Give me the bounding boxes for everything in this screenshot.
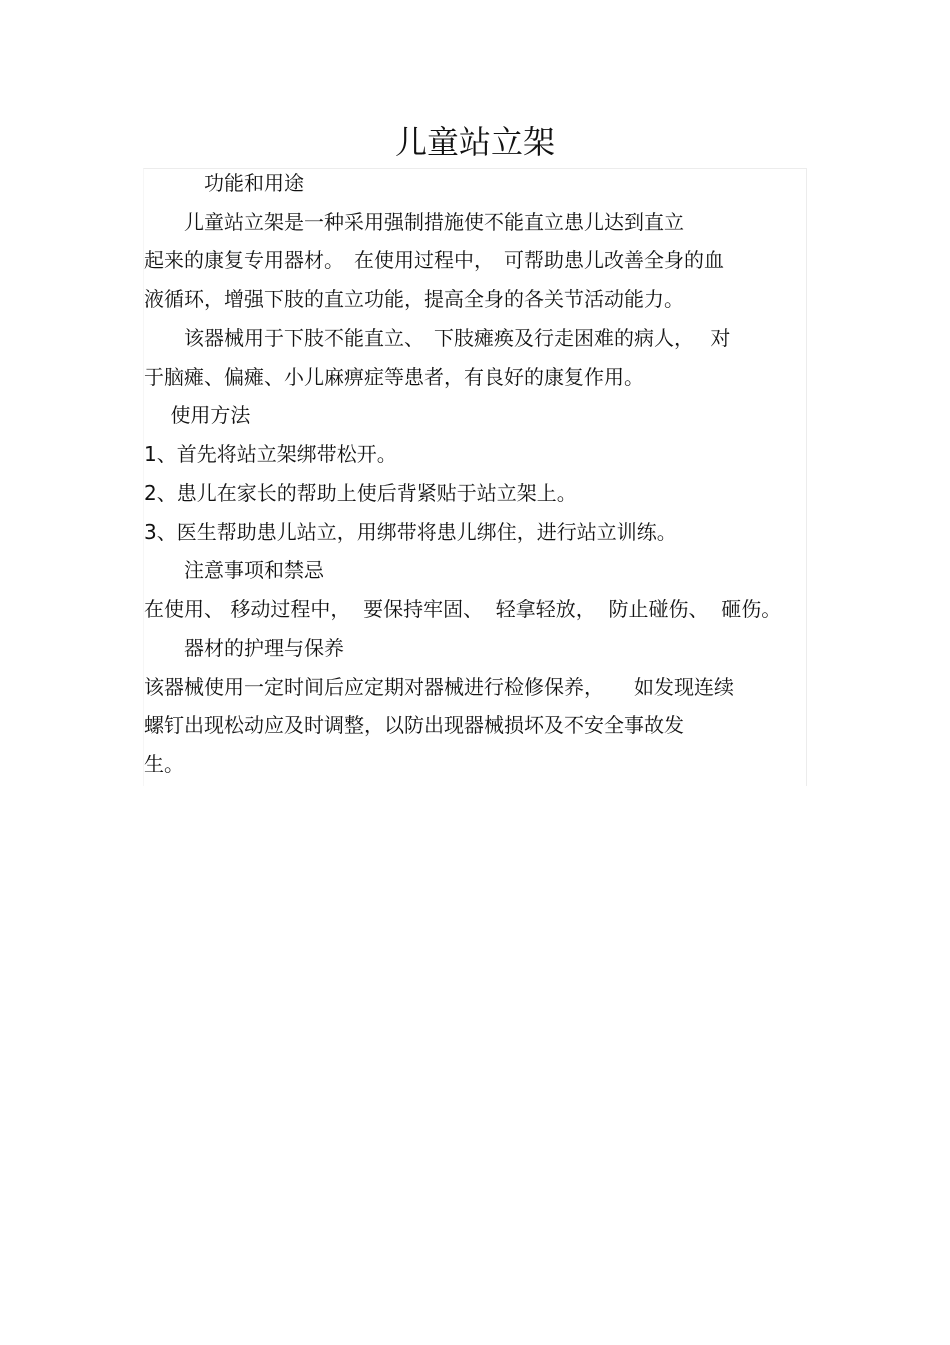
paragraph-line: 该器械用于下肢不能直立、 下肢瘫痪及行走困难的病人， 对: [144, 326, 731, 350]
heading-precautions: 注意事项和禁忌: [144, 558, 324, 582]
heading-care-maintenance: 器材的护理与保养: [144, 636, 344, 660]
list-item: 3、医生帮助患儿站立，用绑带将患儿绑住，进行站立训练。: [144, 520, 677, 544]
paragraph-line: 螺钉出现松动应及时调整，以防出现器械损坏及不安全事故发: [144, 713, 684, 737]
page-title: 儿童站立架: [394, 123, 555, 161]
paragraph-line: 起来的康复专用器材。 在使用过程中， 可帮助患儿改善全身的血: [144, 248, 724, 272]
list-item: 2、患儿在家长的帮助上使后背紧贴于站立架上。: [144, 481, 577, 505]
heading-function-purpose: 功能和用途: [144, 171, 304, 195]
paragraph-line: 生。: [144, 752, 184, 776]
document-body: [143, 168, 807, 786]
paragraph-line: 儿童站立架是一种采用强制措施使不能直立患儿达到直立: [144, 210, 684, 234]
paragraph-line: 该器械使用一定时间后应定期对器械进行检修保养， 如发现连续: [144, 675, 734, 699]
paragraph-line: 在使用、 移动过程中， 要保持牢固、 轻拿轻放， 防止碰伤、 砸伤。: [144, 597, 782, 621]
paragraph-line: 液循环，增强下肢的直立功能，提高全身的各关节活动能力。: [144, 287, 684, 311]
paragraph-line: 于脑瘫、偏瘫、小儿麻痹症等患者，有良好的康复作用。: [144, 365, 644, 389]
heading-usage-method: 使用方法: [144, 403, 251, 427]
list-item: 1、首先将站立架绑带松开。: [144, 442, 397, 466]
